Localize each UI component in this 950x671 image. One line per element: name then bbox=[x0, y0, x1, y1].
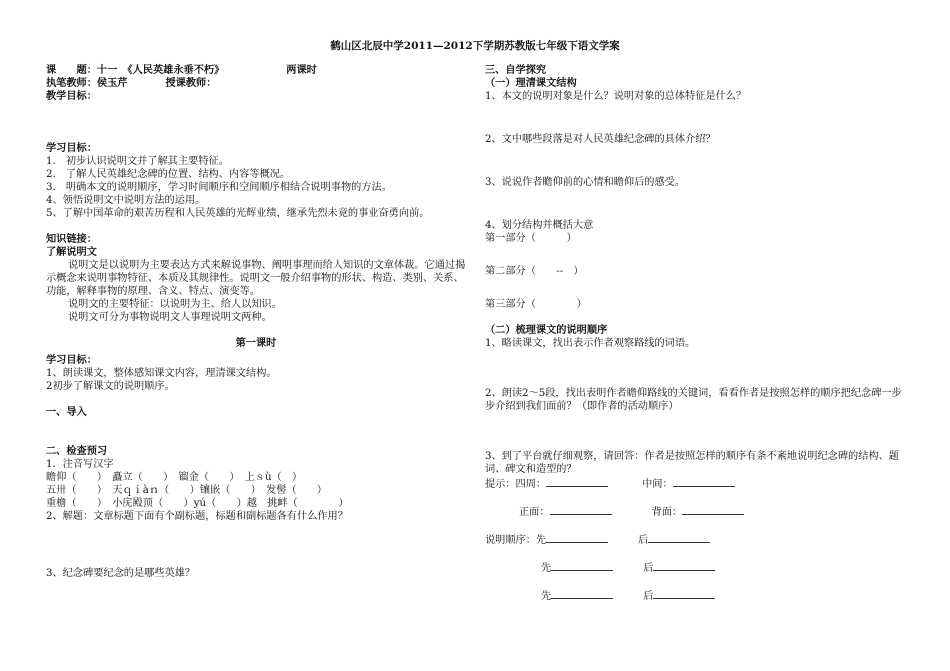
order-row-3 bbox=[485, 588, 910, 603]
first-goal-item: 1、朗读课文，整体感知课文内容，理清课文结构。 bbox=[46, 368, 277, 379]
lesson-label: 课 题：十一 《人民英雄永垂不朽》 bbox=[46, 64, 225, 76]
question-title-purpose: 2、解题：文章标题下面有个副标题，标题和副标题各有什么作用？ bbox=[46, 511, 348, 522]
study-goal-item: 4、领悟说明文中说明方法的运用。 bbox=[46, 195, 206, 206]
pinyin-row: 五卅（ ） 天ｑｉàｎ（ ）镶嵌（ ） 发髻（ ） bbox=[46, 485, 328, 496]
author-label: 执笔教师：侯玉芹 bbox=[46, 77, 128, 89]
blank-after-3[interactable] bbox=[653, 588, 715, 599]
part-three: 第三部分（ ） bbox=[485, 299, 587, 310]
left-column bbox=[46, 64, 466, 580]
blank-back[interactable] bbox=[682, 504, 744, 515]
blank-around[interactable] bbox=[546, 476, 608, 487]
teach-goal: 教学目标： bbox=[46, 90, 97, 102]
question-paragraphs: 2、文中哪些段落是对人民英雄纪念碑的具体介绍？ bbox=[485, 134, 716, 145]
section-self-study: 三、自学探究 bbox=[485, 64, 547, 76]
order-label: 说明顺序：先 bbox=[485, 535, 547, 546]
lesson-line bbox=[46, 64, 466, 77]
knowledge-title: 知识链接： bbox=[46, 233, 97, 245]
middle-label: 中间： bbox=[642, 479, 673, 490]
question-heroes: 3、纪念碑要纪念的是哪些英雄？ bbox=[46, 568, 196, 579]
first-label: 先 bbox=[541, 591, 552, 602]
pinyin-row: 瞻仰（ ） 矗立（ ） 镏金（ ） 上ｓù（ ） bbox=[46, 472, 303, 483]
hint-around-label: 提示：四周： bbox=[485, 479, 547, 490]
study-goal-item: 2. 了解人民英雄纪念碑的位置、结构、内容等概况。 bbox=[46, 169, 291, 180]
study-goal-title: 学习目标： bbox=[46, 142, 97, 154]
after-label: 后 bbox=[643, 563, 654, 574]
study-goal-item: 5、了解中国革命的艰苦历程和人民英雄的光辉业绩，继承先烈未竟的事业奋勇向前。 bbox=[46, 208, 430, 219]
section-intro: 一、导入 bbox=[46, 406, 87, 418]
teacher-label: 授课教师： bbox=[165, 77, 217, 89]
blank-after-2[interactable] bbox=[653, 560, 715, 571]
after-label: 后 bbox=[643, 591, 654, 602]
part-two: 第二部分（ -- ） bbox=[485, 266, 584, 277]
first-goal-item: 2初步了解课文的说明顺序。 bbox=[46, 381, 175, 392]
knowledge-paragraph: 说明文是以说明为主要表达方式来解说事物、阐明事理而给人知识的文章体裁。它通过揭示概念来说明事物特征、本质及其规律性。说明文一般介绍事物的形状、构造、类别、关系、功能，解释事物的原理、含义、特点、演变等。 bbox=[46, 260, 466, 297]
knowledge-feature: 说明文的主要特征：以说明为主、给人以知识。 bbox=[68, 299, 282, 310]
page-title: 鹤山区北辰中学2011—2012下学期苏教版七年级下语文学案 bbox=[330, 40, 620, 52]
first-hour-heading: 第一课时 bbox=[235, 337, 277, 349]
question-route-order: 2、朗读2～5段，找出表明作者瞻仰路线的关键词，看看作者是按照怎样的顺序把纪念碑一步步介绍到我们面前？（即作者的活动顺序） bbox=[485, 388, 902, 412]
question-route-words: 1、略读课文，找出表示作者观察路线的词语。 bbox=[485, 338, 696, 349]
lesson-hours: 两课时 bbox=[286, 64, 317, 76]
order-row-2 bbox=[485, 560, 910, 575]
knowledge-types: 说明文可分为事物说明文人事理说明文两种。 bbox=[68, 312, 272, 323]
question-observation-order: 3、到了平台就仔细观察，请回答：作者是按照怎样的顺序有条不紊地说明纪念碑的结构、题词、碑文和造型的？ bbox=[485, 451, 899, 475]
blank-first-3[interactable] bbox=[551, 588, 613, 599]
pinyin-title: 1．注音写汉字 bbox=[46, 459, 114, 470]
question-feelings: 3、说说作者瞻仰前的心情和瞻仰后的感受。 bbox=[485, 177, 686, 188]
front-back-row bbox=[485, 504, 910, 519]
blank-middle[interactable] bbox=[673, 476, 735, 487]
study-goal-item: 3. 明确本文的说明顺序，学习时间顺序和空间顺序相结合说明事物的方法。 bbox=[46, 182, 392, 193]
after-label: 后 bbox=[638, 535, 649, 546]
hint-row bbox=[485, 476, 910, 491]
study-goal-item: 1. 初步认识说明文并了解其主要特征。 bbox=[46, 156, 229, 167]
order-row-1 bbox=[485, 532, 910, 547]
section-preview: 二、检查预习 bbox=[46, 445, 108, 457]
question-structure: 4、划分结构并概括大意 bbox=[485, 220, 594, 231]
back-label: 背面： bbox=[651, 507, 683, 518]
pinyin-row: 重檐（ ） 小庑殿顶（ ）yú（ ）越 挑衅（ ） bbox=[46, 498, 349, 509]
blank-first-1[interactable] bbox=[546, 532, 608, 543]
blank-front[interactable] bbox=[550, 504, 612, 515]
part-one: 第一部分（ ） bbox=[485, 233, 577, 244]
teacher-line bbox=[46, 77, 466, 90]
blank-after-1[interactable] bbox=[648, 532, 710, 543]
first-goal-title: 学习目标： bbox=[46, 354, 97, 366]
subsection-order: （二）梳理课文的说明顺序 bbox=[485, 324, 608, 336]
front-label: 正面： bbox=[519, 507, 550, 518]
blank-first-2[interactable] bbox=[551, 560, 613, 571]
knowledge-subtitle: 了解说明文 bbox=[46, 246, 97, 258]
subsection-structure: （一）理清课文结构 bbox=[485, 77, 577, 89]
question-object: 1、本文的说明对象是什么？说明对象的总体特征是什么？ bbox=[485, 91, 747, 102]
right-column bbox=[485, 64, 910, 603]
first-label: 先 bbox=[541, 563, 552, 574]
